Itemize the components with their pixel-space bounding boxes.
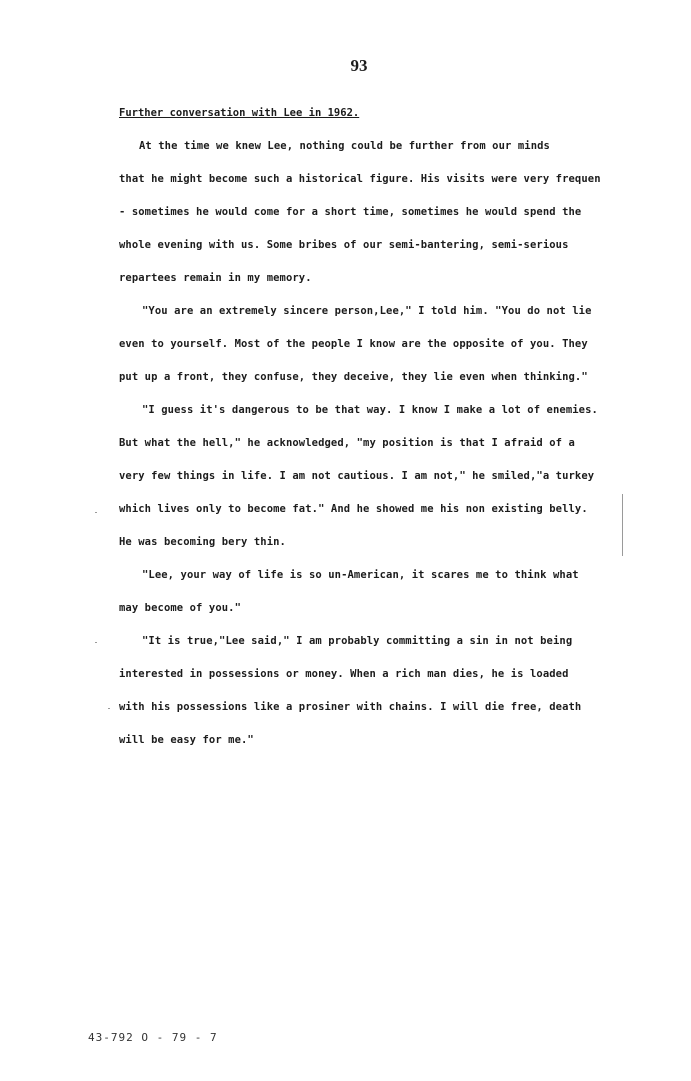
scan-margin-mark bbox=[108, 708, 110, 709]
text-line: put up a front, they confuse, they deceive, they lie even when thinking." bbox=[119, 371, 588, 383]
scan-margin-mark bbox=[95, 642, 97, 643]
text-line: repartees remain in my memory. bbox=[119, 272, 312, 284]
scan-margin-mark bbox=[95, 512, 97, 513]
text-line: He was becoming bery thin. bbox=[119, 536, 286, 548]
section-heading: Further conversation with Lee in 1962. bbox=[119, 107, 360, 119]
text-line: But what the hell," he acknowledged, "my position is that I afraid of a bbox=[119, 437, 575, 449]
text-line: that he might become such a historical figure. His visits were very frequen bbox=[119, 173, 601, 185]
text-line: with his possessions like a prosiner with chains. I will die free, death bbox=[119, 701, 582, 713]
text-line: "You are an extremely sincere person,Lee," I told him. "You do not lie bbox=[142, 305, 592, 317]
text-line: "I guess it's dangerous to be that way. I know I make a lot of enemies. bbox=[142, 404, 598, 416]
text-line: At the time we knew Lee, nothing could be further from our minds bbox=[139, 140, 550, 152]
page-number: 93 bbox=[350, 56, 368, 75]
text-line: very few things in life. I am not cautious. I am not," he smiled,"a turkey bbox=[119, 470, 595, 482]
footer-code: 43-792 O - 79 - 7 bbox=[88, 1031, 218, 1044]
text-line: "Lee, your way of life is so un-American, it scares me to think what bbox=[142, 569, 579, 581]
text-line: which lives only to become fat." And he showed me his non existing belly. bbox=[119, 503, 588, 515]
text-line: whole evening with us. Some bribes of our semi-bantering, semi-serious bbox=[119, 239, 569, 251]
text-line: "It is true,"Lee said," I am probably committing a sin in not being bbox=[142, 635, 573, 647]
text-line: will be easy for me." bbox=[119, 734, 254, 746]
text-line: - sometimes he would come for a short time, sometimes he would spend the bbox=[119, 206, 582, 218]
text-line: interested in possessions or money. When a rich man dies, he is loaded bbox=[119, 668, 569, 680]
text-line: may become of you." bbox=[119, 602, 242, 614]
text-line: even to yourself. Most of the people I know are the opposite of you. They bbox=[119, 338, 588, 350]
scan-margin-mark bbox=[622, 494, 623, 556]
